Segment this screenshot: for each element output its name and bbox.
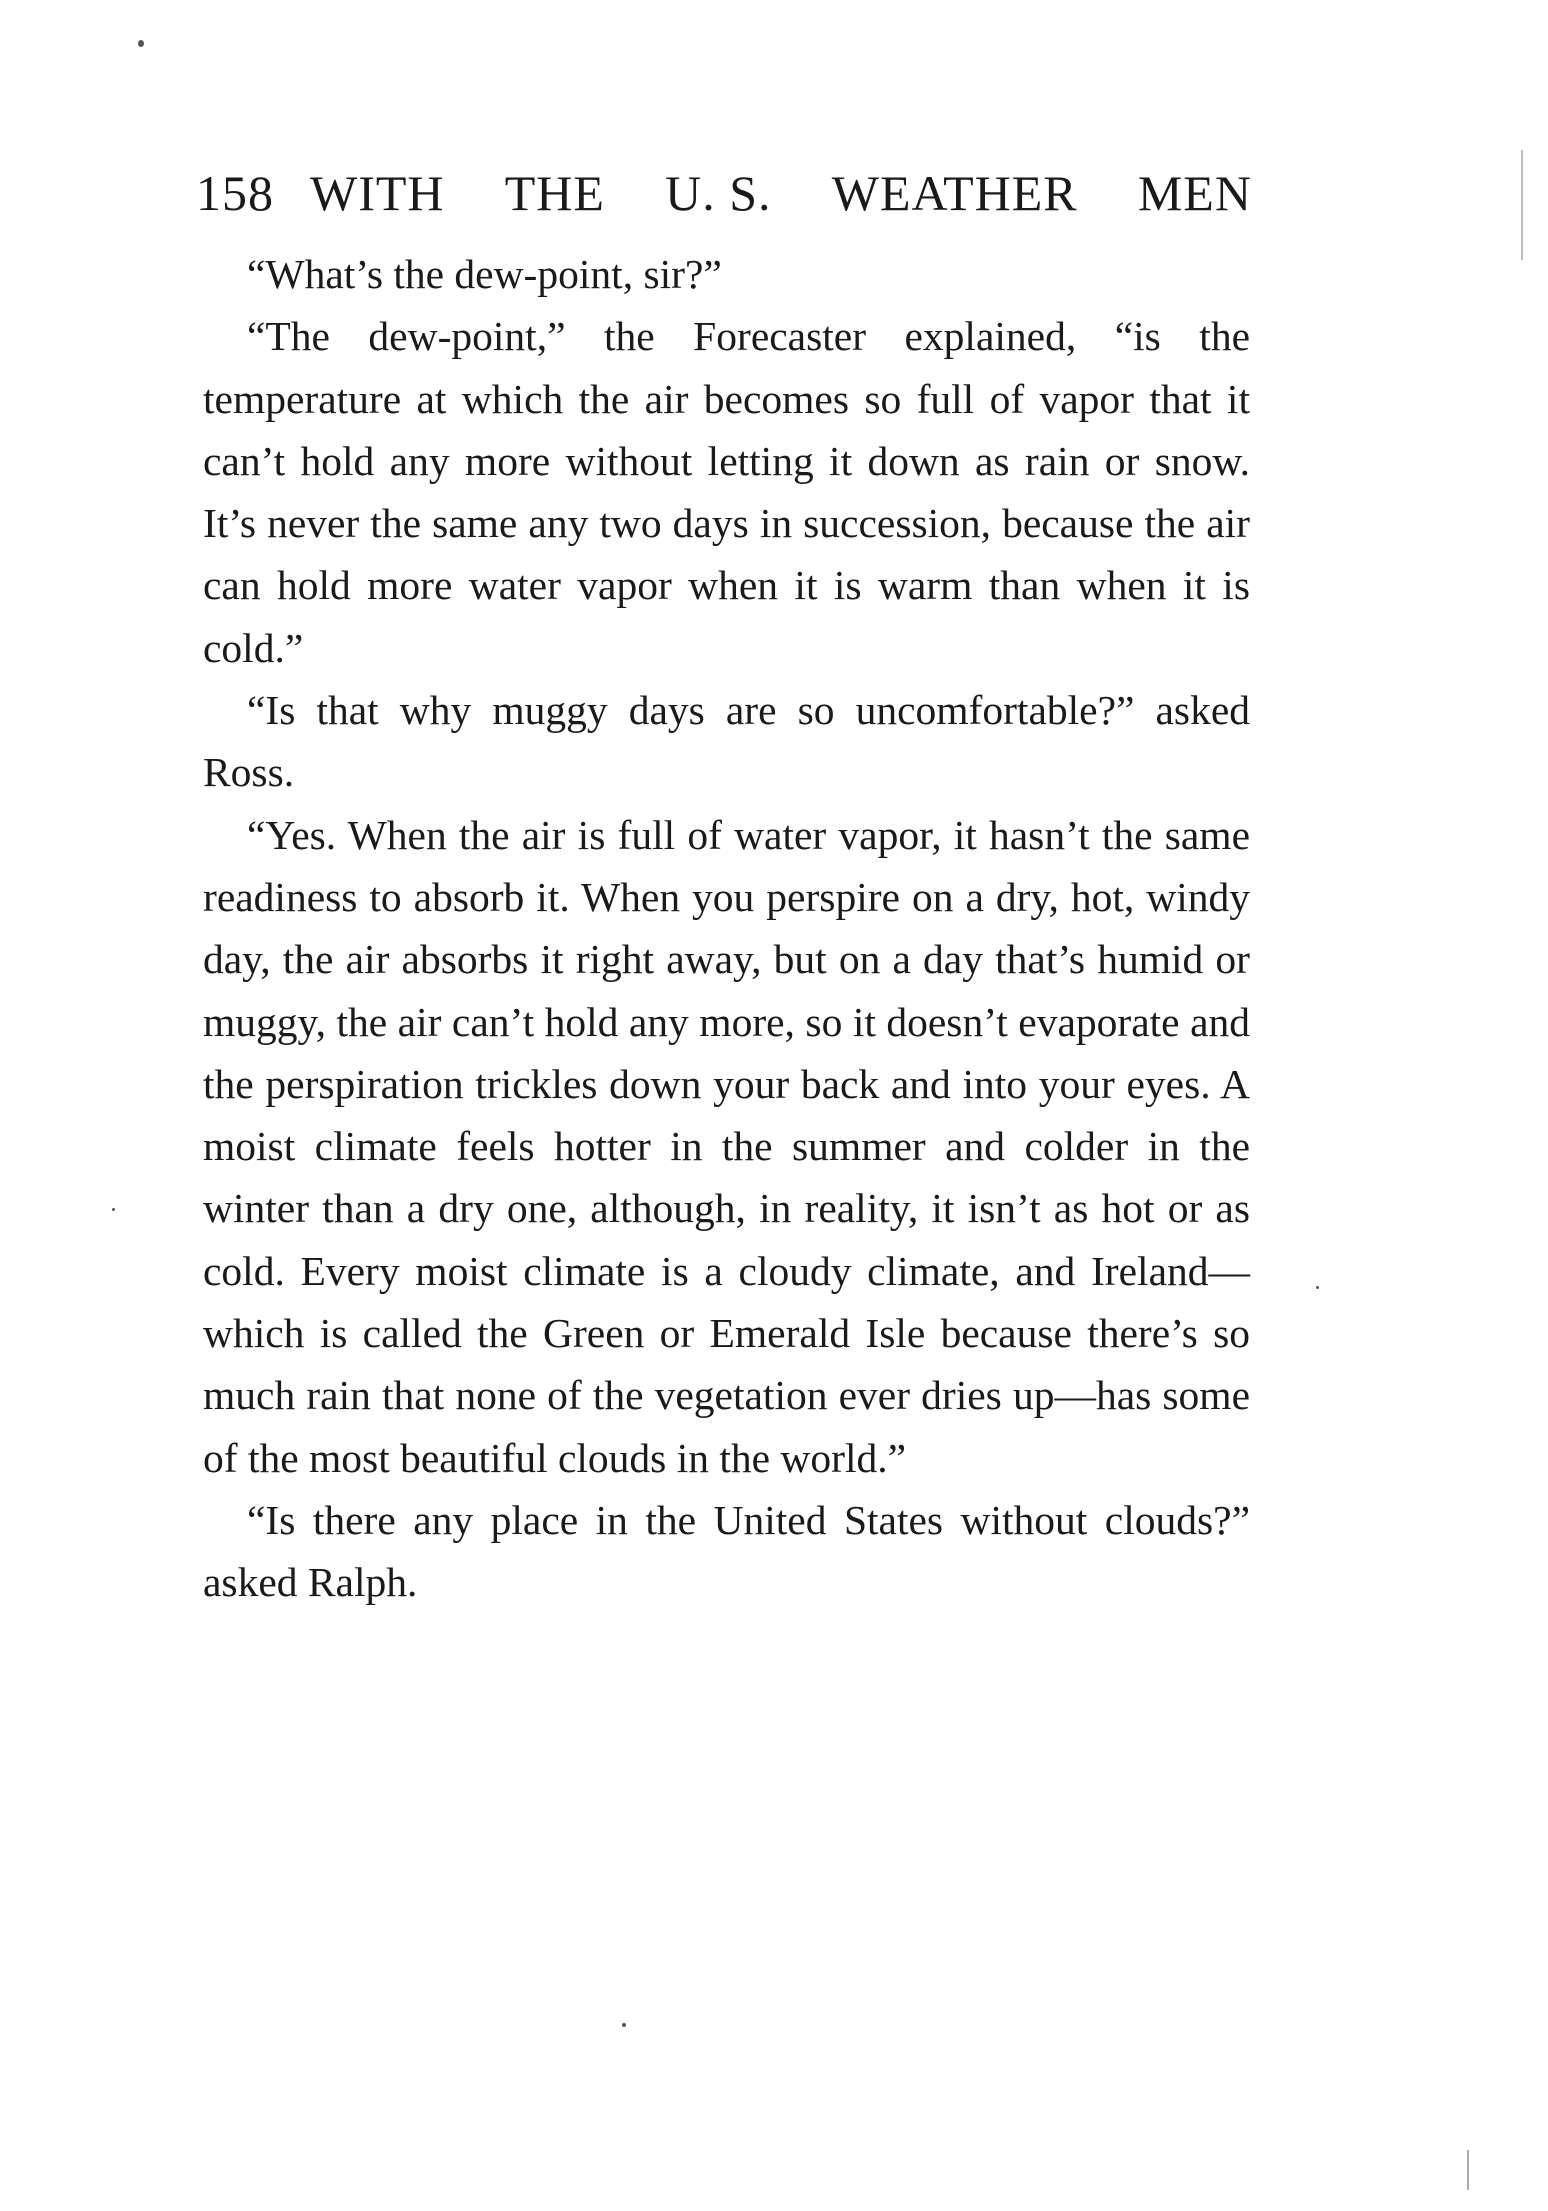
running-title-word: MEN <box>1137 165 1252 221</box>
paragraph: “Is that why muggy days are so uncomfortable?” asked Ross. <box>203 687 1250 796</box>
margin-mark <box>1467 2150 1469 2190</box>
scan-speck <box>622 2023 626 2027</box>
running-title-word: U. S. <box>665 165 772 221</box>
scan-speck <box>112 1208 115 1211</box>
paragraph: “The dew-point,” the Forecaster explained, “is the temperature at which the air becomes so full of vapor that it can’t hold any more without letting it down as rain or snow. It’s never the same any two days in succession, because the air can hold more water vapor when it is warm than when it is cold.” <box>203 313 1250 671</box>
margin-mark <box>1521 150 1523 260</box>
page-header <box>196 165 1252 221</box>
page-number: 158 <box>196 165 274 221</box>
scan-speck <box>138 40 144 47</box>
body-text <box>203 243 1250 1614</box>
running-title-word: WEATHER <box>831 165 1078 221</box>
scan-speck <box>1316 1286 1319 1289</box>
running-title <box>310 165 1252 221</box>
paragraph: “What’s the dew-point, sir?” <box>247 251 722 297</box>
paragraph: “Yes. When the air is full of water vapor, it hasn’t the same readiness to absorb it. When you perspire on a dry, hot, windy day, the air absorbs it right away, but on a day that’s humid or muggy, the air can’t hold any more, so it doesn’t evaporate and the perspiration trickles down your back and into your eyes. A moist climate feels hotter in the summer and colder in the winter than a dry one, although, in reality, it isn’t as hot or as cold. Every moist climate is a cloudy climate, and Ireland—which is called the Green or Emerald Isle because there’s so much rain that none of the vegetation ever dries up—has some of the most beautiful clouds in the world.” <box>203 811 1250 1481</box>
paragraph: “Is there any place in the United States without clouds?” asked Ralph. <box>203 1496 1250 1606</box>
running-title-word: WITH <box>310 165 445 221</box>
running-title-word: THE <box>504 165 605 221</box>
